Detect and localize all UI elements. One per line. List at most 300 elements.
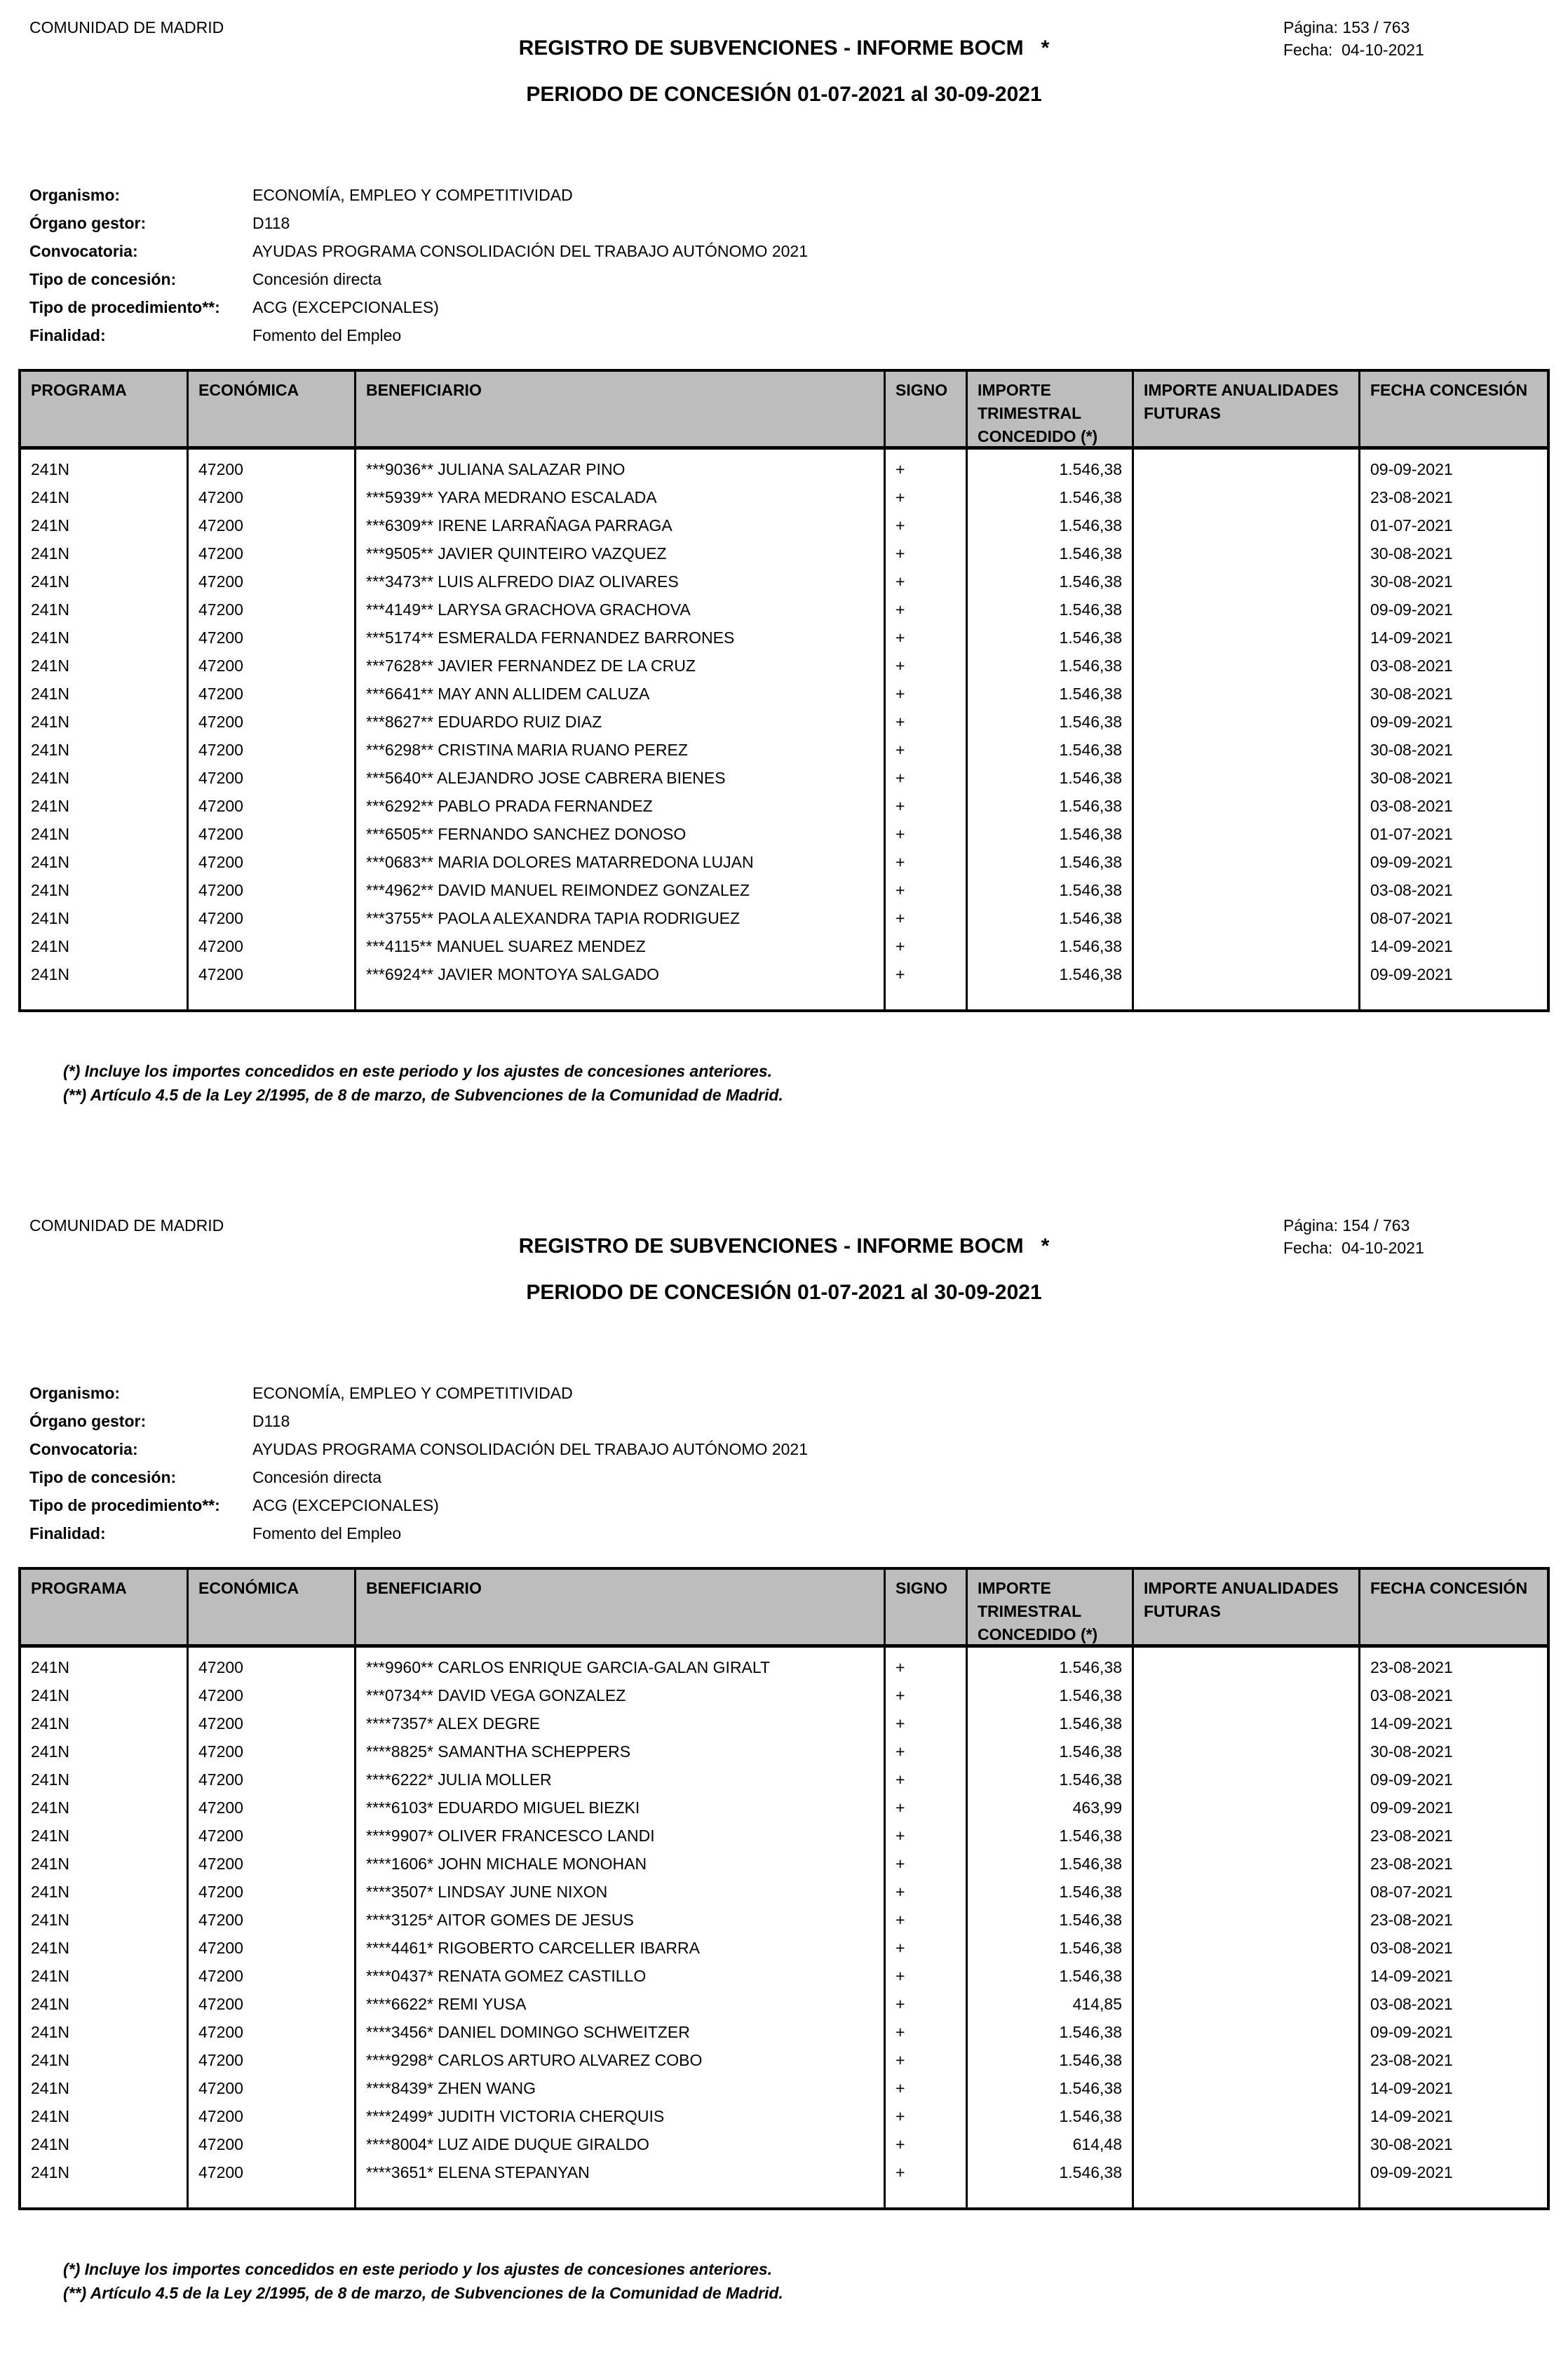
info-label: Finalidad: (29, 1524, 106, 1542)
table-cell-signo: + (895, 516, 905, 534)
table-cell-beneficiario: ****6103* EDUARDO MIGUEL BIEZKI (366, 1798, 640, 1817)
table-cell-signo: + (895, 965, 905, 983)
table-cell-anualidades (1134, 1681, 1358, 1709)
table-cell-beneficiario: ***6292** PABLO PRADA FERNANDEZ (366, 797, 653, 815)
table-cell-programa: 241N (31, 544, 69, 563)
table-cell-signo: + (895, 460, 905, 478)
table-cell-economica: 47200 (198, 853, 243, 871)
column-programa (21, 450, 189, 1009)
table-cell-economica: 47200 (198, 881, 243, 899)
table-cell-fecha: 09-09-2021 (1370, 713, 1453, 731)
table-cell-beneficiario: ****3507* LINDSAY JUNE NIXON (366, 1883, 608, 1901)
header-fecha-concesion: FECHA CONCESIÓN (1370, 1579, 1528, 1597)
table-cell-programa: 241N (31, 1686, 69, 1704)
table-cell-fecha: 09-09-2021 (1370, 600, 1453, 619)
table-cell-anualidades (1134, 539, 1358, 567)
table-cell-economica: 47200 (198, 797, 243, 815)
organization-name: COMUNIDAD DE MADRID (29, 18, 224, 36)
table-cell-signo: + (895, 1939, 905, 1957)
column-fecha (1360, 450, 1547, 1009)
header-programa: PROGRAMA (21, 372, 189, 446)
table-cell-signo: + (895, 2163, 905, 2181)
table-cell-signo: + (895, 853, 905, 871)
table-cell-signo: + (895, 1714, 905, 1733)
table-cell-signo: + (895, 1798, 905, 1817)
report-date: Fecha: 04-10-2021 (1283, 41, 1424, 59)
table-cell-fecha: 09-09-2021 (1370, 1798, 1453, 1817)
table-cell-fecha: 09-09-2021 (1370, 2163, 1453, 2181)
table-cell-beneficiario: ***6924** JAVIER MONTOYA SALGADO (366, 965, 659, 983)
info-value: ECONOMÍA, EMPLEO Y COMPETITIVIDAD (252, 186, 573, 204)
table-cell-fecha: 03-08-2021 (1370, 1939, 1453, 1957)
table-cell-anualidades (1134, 848, 1358, 876)
table-cell-fecha: 14-09-2021 (1370, 2107, 1453, 2125)
header-importe-trimestral: IMPORTE TRIMESTRAL CONCEDIDO (*) (968, 372, 1134, 446)
table-cell-economica: 47200 (198, 628, 243, 647)
table-cell-programa: 241N (31, 516, 69, 534)
table-cell-signo: + (895, 1967, 905, 1985)
table-cell-economica: 47200 (198, 685, 243, 703)
table-cell-beneficiario: ****3651* ELENA STEPANYAN (366, 2163, 590, 2181)
table-cell-beneficiario: ***0683** MARIA DOLORES MATARREDONA LUJAN (366, 853, 754, 871)
table-cell-anualidades (1134, 624, 1358, 652)
table-cell-fecha: 23-08-2021 (1370, 2051, 1453, 2069)
info-label: Tipo de concesión: (29, 1468, 177, 1486)
table-cell-beneficiario: ****3456* DANIEL DOMINGO SCHWEITZER (366, 2023, 690, 2041)
table-cell-beneficiario: ***9036** JULIANA SALAZAR PINO (366, 460, 626, 478)
table-cell-importe: 1.546,38 (1059, 1967, 1122, 1985)
header-signo: SIGNO (886, 372, 968, 446)
table-cell-importe: 1.546,38 (1059, 825, 1122, 843)
info-label: Tipo de procedimiento**: (29, 1496, 220, 1514)
header-economica: ECONÓMICA (189, 1570, 356, 1644)
info-value: Concesión directa (252, 270, 382, 288)
table-cell-signo: + (895, 2079, 905, 2097)
table-cell-signo: + (895, 600, 905, 619)
table-cell-economica: 47200 (198, 1939, 243, 1957)
table-cell-fecha: 09-09-2021 (1370, 2023, 1453, 2041)
table-cell-economica: 47200 (198, 909, 243, 927)
table-cell-importe: 1.546,38 (1059, 1939, 1122, 1957)
table-cell-fecha: 23-08-2021 (1370, 1911, 1453, 1929)
table-cell-anualidades (1134, 596, 1358, 624)
table-cell-programa: 241N (31, 2023, 69, 2041)
table-cell-signo: + (895, 1742, 905, 1761)
table-header (21, 372, 1547, 450)
table-cell-signo: + (895, 1827, 905, 1845)
table-cell-signo: + (895, 1770, 905, 1789)
table-cell-importe: 1.546,38 (1059, 1883, 1122, 1901)
table-cell-anualidades (1134, 904, 1358, 932)
table-cell-importe: 1.546,38 (1059, 769, 1122, 787)
table-cell-programa: 241N (31, 853, 69, 871)
table-cell-importe: 1.546,38 (1059, 1658, 1122, 1676)
table-cell-economica: 47200 (198, 2163, 243, 2181)
report-date: Fecha: 04-10-2021 (1283, 1239, 1424, 1257)
table-cell-importe: 1.546,38 (1059, 2079, 1122, 2097)
info-row-organo-gestor (29, 212, 808, 240)
table-cell-signo: + (895, 1686, 905, 1704)
table-cell-beneficiario: ****3125* AITOR GOMES DE JESUS (366, 1911, 634, 1929)
table-cell-economica: 47200 (198, 2107, 243, 2125)
info-row-convocatoria (29, 240, 808, 268)
table-cell-economica: 47200 (198, 965, 243, 983)
table-cell-signo: + (895, 544, 905, 563)
table-cell-fecha: 03-08-2021 (1370, 1995, 1453, 2013)
table-cell-importe: 1.546,38 (1059, 488, 1122, 506)
table-cell-fecha: 09-09-2021 (1370, 965, 1453, 983)
table-cell-signo: + (895, 488, 905, 506)
header-signo: SIGNO (886, 1570, 968, 1644)
info-label: Tipo de procedimiento**: (29, 298, 220, 316)
table-cell-fecha: 14-09-2021 (1370, 628, 1453, 647)
table-cell-fecha: 03-08-2021 (1370, 657, 1453, 675)
table-cell-fecha: 03-08-2021 (1370, 1686, 1453, 1704)
table-cell-beneficiario: ***9960** CARLOS ENRIQUE GARCIA-GALAN GIRALT (366, 1658, 771, 1676)
footnote-ley: (**) Artículo 4.5 de la Ley 2/1995, de 8 de marzo, de Subvenciones de la Comunidad de Madrid. (63, 1086, 783, 1104)
table-cell-signo: + (895, 825, 905, 843)
table-cell-beneficiario: ***8627** EDUARDO RUIZ DIAZ (366, 713, 602, 731)
table-cell-programa: 241N (31, 1855, 69, 1873)
info-label: Finalidad: (29, 326, 106, 344)
table-cell-programa: 241N (31, 1911, 69, 1929)
header-importe-anualidades: IMPORTE ANUALIDADES FUTURAS (1134, 1570, 1360, 1644)
table-cell-beneficiario: ***7628** JAVIER FERNANDEZ DE LA CRUZ (366, 657, 696, 675)
info-value: D118 (252, 1412, 290, 1430)
table-cell-programa: 241N (31, 1798, 69, 1817)
info-value: Concesión directa (252, 1468, 382, 1486)
table-cell-beneficiario: ***6309** IRENE LARRAÑAGA PARRAGA (366, 516, 673, 534)
info-value: ACG (EXCEPCIONALES) (252, 298, 439, 316)
table-cell-fecha: 23-08-2021 (1370, 1827, 1453, 1845)
table-cell-signo: + (895, 769, 905, 787)
table-cell-anualidades (1134, 736, 1358, 764)
table-cell-programa: 241N (31, 1742, 69, 1761)
table-cell-anualidades (1134, 932, 1358, 960)
table-cell-anualidades (1134, 820, 1358, 848)
table-cell-anualidades (1134, 2046, 1358, 2074)
table-cell-signo: + (895, 1855, 905, 1873)
table-cell-fecha: 14-09-2021 (1370, 2079, 1453, 2097)
table-cell-programa: 241N (31, 1827, 69, 1845)
info-row-finalidad (29, 324, 808, 352)
table-cell-signo: + (895, 881, 905, 899)
info-label: Órgano gestor: (29, 1412, 147, 1430)
table-cell-programa: 241N (31, 1658, 69, 1676)
table-cell-programa: 241N (31, 1770, 69, 1789)
report-page (0, 1198, 1568, 2354)
concession-period: PERIODO DE CONCESIÓN 01-07-2021 al 30-09-2021 (526, 83, 1042, 106)
table-cell-beneficiario: ****6222* JULIA MOLLER (366, 1770, 552, 1789)
column-programa (21, 1648, 189, 2207)
table-cell-signo: + (895, 572, 905, 591)
table-cell-importe: 1.546,38 (1059, 909, 1122, 927)
table-cell-economica: 47200 (198, 1686, 243, 1704)
table-cell-economica: 47200 (198, 600, 243, 619)
header-beneficiario: BENEFICIARIO (356, 1570, 886, 1644)
column-fecha (1360, 1648, 1547, 2207)
table-cell-fecha: 08-07-2021 (1370, 909, 1453, 927)
table-cell-economica: 47200 (198, 2079, 243, 2097)
table-cell-fecha: 23-08-2021 (1370, 1658, 1453, 1676)
header-importe-anualidades: IMPORTE ANUALIDADES FUTURAS (1134, 372, 1360, 446)
table-cell-fecha: 01-07-2021 (1370, 825, 1453, 843)
table-cell-beneficiario: ***4149** LARYSA GRACHOVA GRACHOVA (366, 600, 691, 619)
info-value: AYUDAS PROGRAMA CONSOLIDACIÓN DEL TRABAJO AUTÓNOMO 2021 (252, 1440, 808, 1458)
table-cell-programa: 241N (31, 488, 69, 506)
table-cell-economica: 47200 (198, 1883, 243, 1901)
table-cell-anualidades (1134, 2102, 1358, 2130)
table-cell-anualidades (1134, 455, 1358, 483)
info-row-tipo-concesion (29, 1466, 808, 1494)
table-cell-beneficiario: ****2499* JUDITH VICTORIA CHERQUIS (366, 2107, 665, 2125)
table-cell-economica: 47200 (198, 1967, 243, 1985)
table-cell-fecha: 30-08-2021 (1370, 1742, 1453, 1761)
table-cell-beneficiario: ****8439* ZHEN WANG (366, 2079, 536, 2097)
table-cell-signo: + (895, 937, 905, 955)
table-cell-importe: 1.546,38 (1059, 2051, 1122, 2069)
table-cell-fecha: 30-08-2021 (1370, 769, 1453, 787)
table-cell-importe: 1.546,38 (1059, 937, 1122, 955)
table-cell-fecha: 09-09-2021 (1370, 460, 1453, 478)
table-cell-programa: 241N (31, 2051, 69, 2069)
table-cell-programa: 241N (31, 881, 69, 899)
info-row-tipo-procedimiento (29, 296, 808, 324)
footnote-importe: (*) Incluye los importes concedidos en este periodo y los ajustes de concesiones anteriores. (63, 1062, 773, 1080)
table-cell-economica: 47200 (198, 657, 243, 675)
column-importe (968, 450, 1134, 1009)
table-cell-beneficiario: ****7357* ALEX DEGRE (366, 1714, 541, 1733)
table-cell-economica: 47200 (198, 1798, 243, 1817)
table-cell-anualidades (1134, 1990, 1358, 2018)
table-cell-beneficiario: ****1606* JOHN MICHALE MONOHAN (366, 1855, 647, 1873)
table-cell-economica: 47200 (198, 1770, 243, 1789)
info-value: AYUDAS PROGRAMA CONSOLIDACIÓN DEL TRABAJO AUTÓNOMO 2021 (252, 242, 808, 260)
table-cell-fecha: 01-07-2021 (1370, 516, 1453, 534)
table-cell-anualidades (1134, 1794, 1358, 1822)
organization-name: COMUNIDAD DE MADRID (29, 1216, 224, 1235)
info-label: Organismo: (29, 186, 121, 204)
header-economica: ECONÓMICA (189, 372, 356, 446)
table-cell-beneficiario: ***3755** PAOLA ALEXANDRA TAPIA RODRIGUEZ (366, 909, 741, 927)
table-cell-beneficiario: ***3473** LUIS ALFREDO DIAZ OLIVARES (366, 572, 679, 591)
table-cell-fecha: 03-08-2021 (1370, 881, 1453, 899)
table-cell-programa: 241N (31, 2079, 69, 2097)
table-cell-programa: 241N (31, 909, 69, 927)
info-label: Tipo de concesión: (29, 270, 177, 288)
table-cell-signo: + (895, 1883, 905, 1901)
report-title: REGISTRO DE SUBVENCIONES - INFORME BOCM * (518, 36, 1050, 60)
table-cell-economica: 47200 (198, 572, 243, 591)
table-cell-anualidades (1134, 483, 1358, 511)
table-cell-economica: 47200 (198, 1995, 243, 2013)
table-cell-importe: 1.546,38 (1059, 1770, 1122, 1789)
column-signo (886, 450, 968, 1009)
table-cell-economica: 47200 (198, 544, 243, 563)
column-beneficiario (356, 1648, 886, 2207)
table-cell-economica: 47200 (198, 825, 243, 843)
table-cell-importe: 614,48 (1072, 2135, 1122, 2153)
table-body (21, 1648, 1547, 2207)
column-anualidades (1134, 450, 1360, 1009)
table-cell-programa: 241N (31, 2107, 69, 2125)
table-cell-anualidades (1134, 2074, 1358, 2102)
table-cell-anualidades (1134, 2018, 1358, 2046)
table-cell-beneficiario: ***5640** ALEJANDRO JOSE CABRERA BIENES (366, 769, 726, 787)
table-cell-fecha: 08-07-2021 (1370, 1883, 1453, 1901)
table-cell-economica: 47200 (198, 1742, 243, 1761)
column-importe (968, 1648, 1134, 2207)
table-cell-importe: 414,85 (1072, 1995, 1122, 2013)
table-cell-economica: 47200 (198, 1827, 243, 1845)
table-cell-programa: 241N (31, 1883, 69, 1901)
table-cell-economica: 47200 (198, 1714, 243, 1733)
table-cell-importe: 1.546,38 (1059, 544, 1122, 563)
table-cell-programa: 241N (31, 1714, 69, 1733)
table-cell-beneficiario: ***6505** FERNANDO SANCHEZ DONOSO (366, 825, 687, 843)
table-cell-signo: + (895, 2107, 905, 2125)
table-cell-economica: 47200 (198, 516, 243, 534)
table-cell-beneficiario: ****4461* RIGOBERTO CARCELLER IBARRA (366, 1939, 700, 1957)
info-row-organo-gestor (29, 1410, 808, 1438)
info-row-organismo (29, 184, 808, 212)
table-cell-programa: 241N (31, 769, 69, 787)
table-cell-programa: 241N (31, 713, 69, 731)
table-cell-beneficiario: ****9298* CARLOS ARTURO ALVAREZ COBO (366, 2051, 703, 2069)
table-cell-importe: 1.546,38 (1059, 741, 1122, 759)
table-cell-programa: 241N (31, 741, 69, 759)
table-cell-beneficiario: ****8004* LUZ AIDE DUQUE GIRALDO (366, 2135, 649, 2153)
table-cell-signo: + (895, 657, 905, 675)
table-cell-signo: + (895, 1658, 905, 1676)
table-cell-importe: 1.546,38 (1059, 853, 1122, 871)
table-cell-beneficiario: ***6641** MAY ANN ALLIDEM CALUZA (366, 685, 650, 703)
table-cell-signo: + (895, 2135, 905, 2153)
page-number: Página: 153 / 763 (1283, 18, 1410, 36)
column-economica (189, 1648, 356, 2207)
table-cell-importe: 463,99 (1072, 1798, 1122, 1817)
table-cell-programa: 241N (31, 2135, 69, 2153)
table-cell-anualidades (1134, 2158, 1358, 2186)
table-cell-fecha: 30-08-2021 (1370, 685, 1453, 703)
table-cell-anualidades (1134, 1878, 1358, 1906)
header-importe-trimestral: IMPORTE TRIMESTRAL CONCEDIDO (*) (968, 1570, 1134, 1644)
grants-table (18, 1567, 1550, 2210)
info-value: Fomento del Empleo (252, 326, 402, 344)
table-cell-importe: 1.546,38 (1059, 797, 1122, 815)
table-cell-importe: 1.546,38 (1059, 965, 1122, 983)
table-cell-signo: + (895, 909, 905, 927)
table-cell-programa: 241N (31, 1939, 69, 1957)
table-cell-programa: 241N (31, 657, 69, 675)
table-cell-economica: 47200 (198, 2051, 243, 2069)
table-cell-importe: 1.546,38 (1059, 572, 1122, 591)
table-cell-programa: 241N (31, 600, 69, 619)
table-cell-programa: 241N (31, 965, 69, 983)
grants-table (18, 369, 1550, 1012)
table-cell-anualidades (1134, 876, 1358, 904)
column-economica (189, 450, 356, 1009)
table-cell-importe: 1.546,38 (1059, 2107, 1122, 2125)
table-cell-economica: 47200 (198, 460, 243, 478)
table-cell-importe: 1.546,38 (1059, 1855, 1122, 1873)
table-cell-signo: + (895, 2023, 905, 2041)
table-cell-programa: 241N (31, 628, 69, 647)
table-cell-anualidades (1134, 1906, 1358, 1934)
table-cell-anualidades (1134, 708, 1358, 736)
table-cell-anualidades (1134, 764, 1358, 792)
table-cell-programa: 241N (31, 797, 69, 815)
table-cell-economica: 47200 (198, 741, 243, 759)
page-number: Página: 154 / 763 (1283, 1216, 1410, 1235)
table-cell-beneficiario: ****9907* OLIVER FRANCESCO LANDI (366, 1827, 655, 1845)
info-value: D118 (252, 214, 290, 232)
info-row-organismo (29, 1382, 808, 1410)
table-cell-importe: 1.546,38 (1059, 685, 1122, 703)
table-cell-anualidades (1134, 960, 1358, 988)
table-cell-importe: 1.546,38 (1059, 2163, 1122, 2181)
info-label: Convocatoria: (29, 1440, 138, 1458)
table-cell-beneficiario: ***4962** DAVID MANUEL REIMONDEZ GONZALEZ (366, 881, 750, 899)
concession-period: PERIODO DE CONCESIÓN 01-07-2021 al 30-09-2021 (526, 1281, 1042, 1304)
table-cell-anualidades (1134, 1822, 1358, 1850)
table-cell-beneficiario: ***0734** DAVID VEGA GONZALEZ (366, 1686, 626, 1704)
table-cell-economica: 47200 (198, 2023, 243, 2041)
header-beneficiario: BENEFICIARIO (356, 372, 886, 446)
report-title: REGISTRO DE SUBVENCIONES - INFORME BOCM * (518, 1235, 1050, 1258)
grant-info (29, 184, 808, 352)
table-cell-importe: 1.546,38 (1059, 1714, 1122, 1733)
table-cell-signo: + (895, 685, 905, 703)
table-cell-importe: 1.546,38 (1059, 600, 1122, 619)
table-cell-importe: 1.546,38 (1059, 516, 1122, 534)
table-cell-programa: 241N (31, 572, 69, 591)
info-row-tipo-procedimiento (29, 1494, 808, 1522)
table-cell-anualidades (1134, 792, 1358, 820)
table-cell-importe: 1.546,38 (1059, 1742, 1122, 1761)
table-cell-fecha: 23-08-2021 (1370, 488, 1453, 506)
table-cell-importe: 1.546,38 (1059, 881, 1122, 899)
table-cell-anualidades (1134, 1850, 1358, 1878)
table-cell-economica: 47200 (198, 1911, 243, 1929)
column-anualidades (1134, 1648, 1360, 2207)
table-cell-beneficiario: ***5174** ESMERALDA FERNANDEZ BARRONES (366, 628, 735, 647)
table-cell-programa: 241N (31, 937, 69, 955)
table-cell-beneficiario: ****8825* SAMANTHA SCHEPPERS (366, 1742, 631, 1761)
grant-info (29, 1382, 808, 1550)
table-cell-fecha: 09-09-2021 (1370, 853, 1453, 871)
table-cell-economica: 47200 (198, 488, 243, 506)
table-cell-beneficiario: ***5939** YARA MEDRANO ESCALADA (366, 488, 657, 506)
table-cell-beneficiario: ***9505** JAVIER QUINTEIRO VAZQUEZ (366, 544, 667, 563)
table-cell-anualidades (1134, 2130, 1358, 2158)
table-cell-fecha: 14-09-2021 (1370, 1714, 1453, 1733)
footnote-importe: (*) Incluye los importes concedidos en este periodo y los ajustes de concesiones anteriores. (63, 2260, 773, 2278)
table-cell-fecha: 23-08-2021 (1370, 1855, 1453, 1873)
table-cell-economica: 47200 (198, 769, 243, 787)
header-fecha-concesion: FECHA CONCESIÓN (1370, 381, 1528, 399)
info-label: Organismo: (29, 1384, 121, 1402)
table-cell-anualidades (1134, 1765, 1358, 1794)
table-cell-programa: 241N (31, 2163, 69, 2181)
info-value: Fomento del Empleo (252, 1524, 402, 1542)
table-cell-programa: 241N (31, 825, 69, 843)
table-cell-fecha: 14-09-2021 (1370, 1967, 1453, 1985)
table-cell-beneficiario: ***4115** MANUEL SUAREZ MENDEZ (366, 937, 646, 955)
table-cell-signo: + (895, 628, 905, 647)
table-cell-signo: + (895, 797, 905, 815)
info-value: ACG (EXCEPCIONALES) (252, 1496, 439, 1514)
